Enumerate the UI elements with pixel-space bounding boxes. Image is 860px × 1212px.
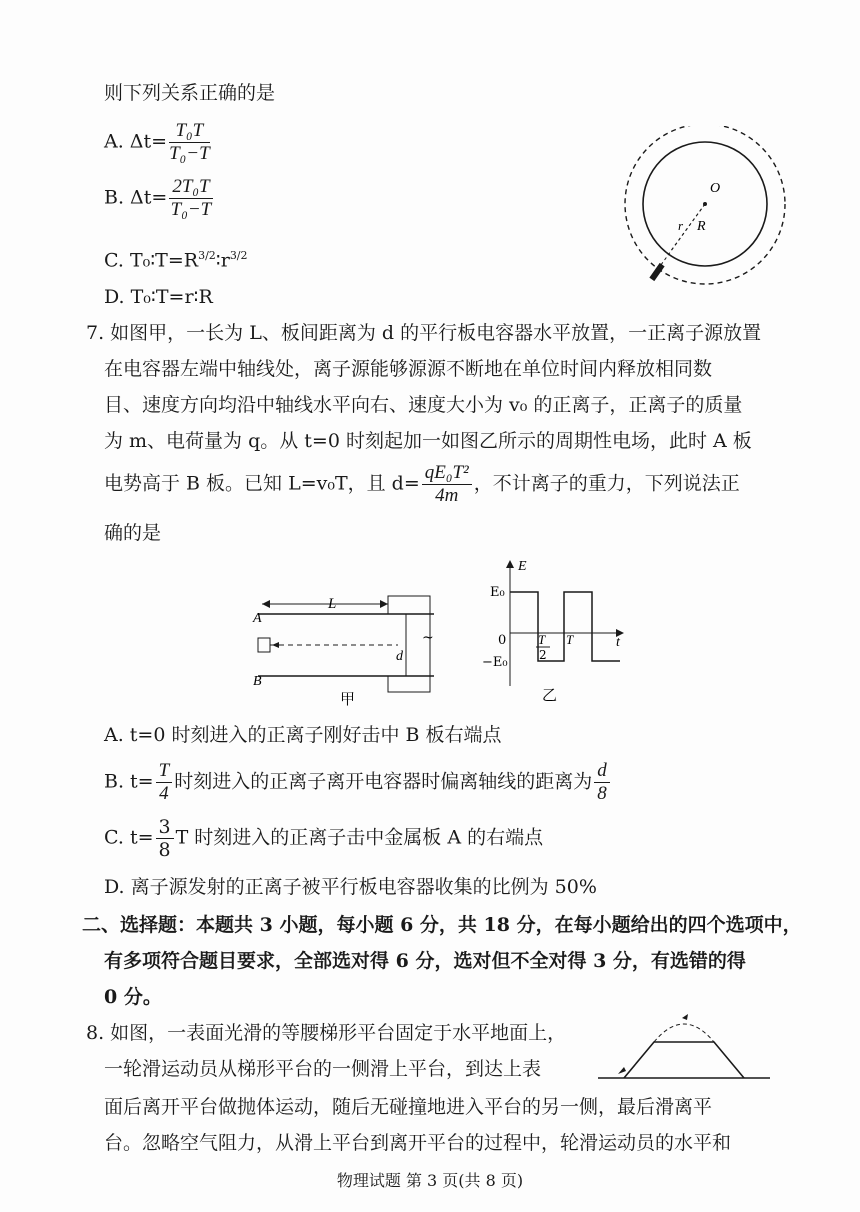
q6-option-a: [104, 120, 212, 165]
label-zero: 0: [498, 633, 507, 648]
label-d: d: [396, 649, 403, 664]
denominator: T₀−T: [169, 143, 210, 164]
label-T: T: [566, 632, 574, 647]
q7-option-c: [104, 816, 543, 861]
option-b-pre: B. t=: [104, 770, 154, 793]
label-E0: E₀: [490, 585, 505, 600]
numerator: 3: [156, 816, 174, 839]
ac-source-icon: ~: [422, 630, 434, 646]
caption-yi: 乙: [542, 686, 558, 704]
ion-source: [258, 638, 270, 652]
q7-line-5: [104, 462, 740, 507]
label-T-half-num: T: [538, 632, 546, 647]
option-b-mid: 时刻进入的正离子离开电容器时偏离轴线的距离为: [174, 770, 593, 793]
q7-option-b: [104, 760, 612, 805]
denominator: 8: [597, 783, 607, 804]
skater-start-icon: [618, 1067, 626, 1074]
q8-line-4: 台。忽略空气阻力，从滑上平台到离开平台的过程中，轮滑运动员的水平和: [104, 1132, 732, 1154]
capacitor-diagram: [248, 584, 448, 708]
q6-stem-end: 则下列关系正确的是: [104, 82, 276, 104]
label-L: L: [328, 596, 337, 612]
numerator: T: [156, 760, 173, 783]
label-t: t: [616, 635, 620, 650]
option-a-label: A. Δt=: [104, 130, 168, 153]
denominator: 4: [159, 783, 169, 804]
efield-graph: [480, 556, 640, 706]
label-R: R: [697, 219, 706, 234]
fraction-d-8: [594, 760, 610, 805]
q7-line-4: 为 m、电荷量为 q。从 t=0 时刻起加一如图乙所示的周期性电场，此时 A 板: [104, 430, 752, 452]
numerator: d: [594, 760, 610, 783]
label-r: r: [678, 218, 684, 233]
trapezoid-platform-diagram: [596, 1012, 772, 1082]
option-a-fraction: [169, 120, 210, 165]
option-b-label: B. Δt=: [104, 186, 168, 209]
q6-option-b: [104, 176, 215, 221]
skater-icon: [682, 1014, 688, 1020]
q8-line-2: 一轮滑运动员从梯形平台的一侧滑上平台，到达上表: [104, 1058, 542, 1080]
q6-option-c: [104, 241, 248, 275]
line5-post: ，不计离子的重力，下列说法正: [473, 472, 740, 495]
q8-line-1: 8. 如图，一表面光滑的等腰梯形平台固定于水平地面上，: [86, 1022, 567, 1044]
q7-line-6: 确的是: [104, 522, 162, 544]
q7-option-d: D. 离子源发射的正离子被平行板电容器收集的比例为 50%: [104, 876, 597, 898]
orbit-diagram: [620, 126, 800, 296]
label-o: O: [710, 181, 721, 196]
y-arrow: [506, 560, 514, 568]
option-c-mid: ∶r: [215, 249, 230, 272]
fraction-t-4: [156, 760, 173, 805]
q7-line-2: 在电容器左端中轴线处，离子源能够源源不断地在单位时间内释放相同数: [104, 358, 713, 380]
ion-arrow: [272, 642, 279, 648]
page-footer: 物理试题 第 3 页(共 8 页): [336, 1171, 524, 1190]
square-wave: [510, 592, 620, 661]
section-2-line-2: 有多项符合题目要求，全部选对得 6 分，选对但不全对得 3 分，有选错的得: [104, 950, 746, 972]
numerator: qE₀T²: [422, 462, 472, 485]
option-c-pre: C. t=: [104, 826, 154, 849]
satellite-icon: [649, 263, 664, 281]
label-neg-E0: −E₀: [482, 655, 508, 670]
label-E: E: [518, 559, 527, 574]
exponent: 3/2: [229, 249, 248, 262]
fraction-3-8: [156, 816, 174, 861]
line5-pre: 电势高于 B 板。已知 L=v₀T，且 d=: [104, 472, 420, 495]
numerator: 2T₀T: [169, 176, 212, 199]
q7-option-a: A. t=0 时刻进入的正离子刚好击中 B 板右端点: [104, 724, 502, 746]
label-B: B: [253, 674, 262, 689]
q8-line-3: 面后离开平台做抛体运动，随后无碰撞地进入平台的另一侧，最后滑离平: [104, 1096, 713, 1118]
d-fraction: [422, 462, 472, 507]
label-A: A: [253, 611, 262, 626]
section-2-line-3: 0 分。: [104, 986, 162, 1008]
projectile-path: [654, 1024, 714, 1042]
denominator: 8: [158, 839, 171, 861]
radius-R: [658, 204, 705, 269]
denominator: 4m: [435, 485, 459, 506]
option-c-label: C. T₀∶T=R: [104, 249, 199, 272]
q6-option-d: D. T₀∶T=r∶R: [104, 286, 213, 308]
option-b-fraction: [169, 176, 212, 221]
q7-line-3: 目、速度方向均沿中轴线水平向右、速度大小为 v₀ 的正离子，正离子的质量: [104, 394, 743, 416]
denominator: T₀−T: [170, 199, 212, 220]
label-T-half-den: 2: [539, 648, 547, 662]
caption-jia: 甲: [340, 690, 356, 708]
trapezoid-platform: [624, 1042, 744, 1078]
option-c-post: T 时刻进入的正离子击中金属板 A 的右端点: [175, 826, 544, 849]
section-2-line-1: 二、选择题：本题共 3 小题，每小题 6 分，共 18 分，在每小题给出的四个选项中，: [82, 914, 802, 936]
numerator: T₀T: [169, 120, 210, 143]
q7-line-1: 7. 如图甲，一长为 L、板间距离为 d 的平行板电容器水平放置，一正离子源放置: [86, 322, 762, 344]
exponent: 3/2: [198, 249, 216, 262]
